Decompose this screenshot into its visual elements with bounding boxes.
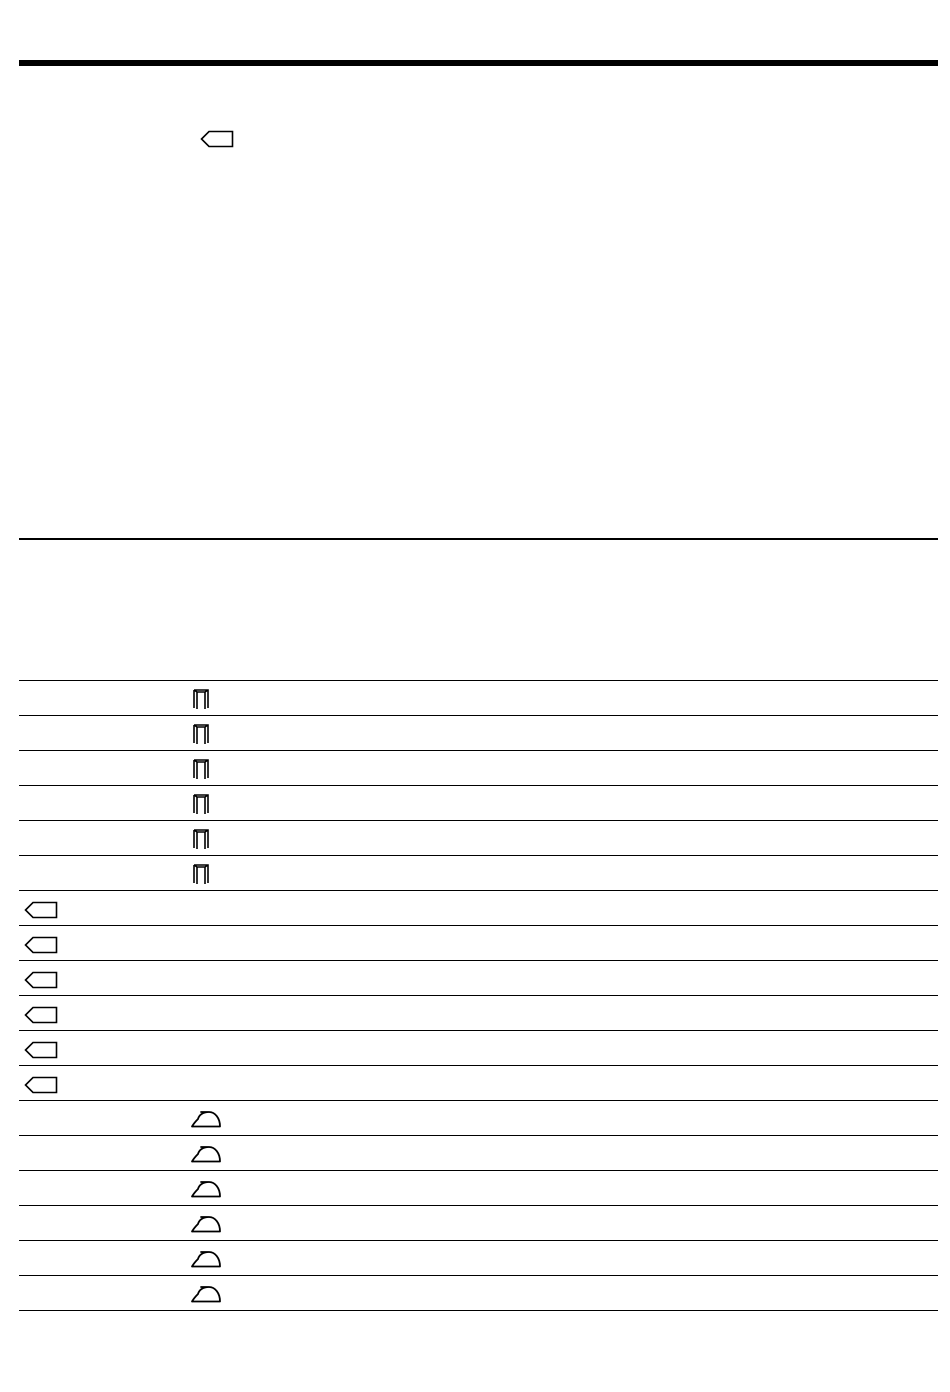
book-icon bbox=[191, 688, 211, 710]
table-row bbox=[19, 925, 938, 960]
table-row bbox=[19, 680, 938, 715]
table-row bbox=[19, 750, 938, 785]
book-icon bbox=[191, 758, 211, 780]
table-row bbox=[19, 890, 938, 925]
table-row bbox=[19, 1240, 938, 1275]
iron-icon bbox=[189, 1177, 223, 1199]
tag-icon bbox=[24, 971, 58, 989]
tag-icon bbox=[24, 901, 58, 919]
table-row bbox=[19, 1100, 938, 1135]
iron-icon bbox=[189, 1107, 223, 1129]
table-row bbox=[19, 995, 938, 1030]
table-row bbox=[19, 855, 938, 890]
table-row bbox=[19, 1170, 938, 1205]
table-row bbox=[19, 1205, 938, 1240]
book-icon bbox=[191, 793, 211, 815]
tag-icon bbox=[24, 1041, 58, 1059]
book-icon bbox=[191, 723, 211, 745]
iron-icon bbox=[189, 1247, 223, 1269]
table-row bbox=[19, 715, 938, 750]
table-row bbox=[19, 1065, 938, 1100]
table-row bbox=[19, 1030, 938, 1065]
symbol-table bbox=[19, 680, 938, 1311]
table-row bbox=[19, 960, 938, 995]
tag-icon bbox=[24, 1006, 58, 1024]
table-row bbox=[19, 1135, 938, 1170]
tag-icon bbox=[24, 936, 58, 954]
table-row bbox=[19, 1275, 938, 1311]
book-icon bbox=[191, 828, 211, 850]
tag-icon bbox=[200, 130, 234, 148]
book-icon bbox=[191, 863, 211, 885]
iron-icon bbox=[189, 1212, 223, 1234]
iron-icon bbox=[189, 1282, 223, 1304]
section-rule bbox=[19, 538, 938, 540]
table-row bbox=[19, 820, 938, 855]
tag-icon bbox=[24, 1076, 58, 1094]
table-row bbox=[19, 785, 938, 820]
top-rule bbox=[19, 60, 938, 66]
iron-icon bbox=[189, 1142, 223, 1164]
